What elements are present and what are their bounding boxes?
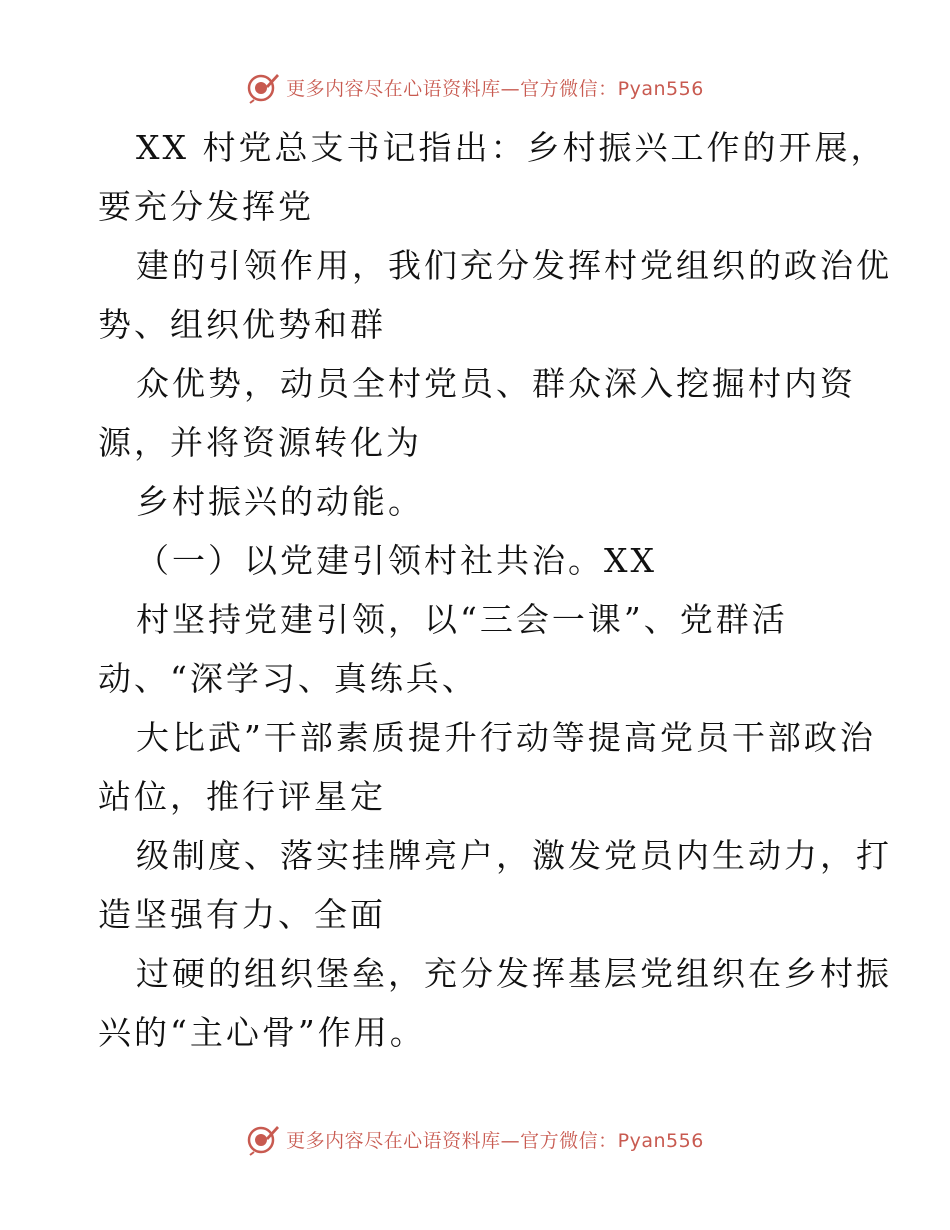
text-line: 级制度、落实挂牌亮户，激发党员内生动力，打 — [136, 836, 892, 875]
quill-seal-icon — [246, 70, 280, 104]
text-line: 建的引领作用，我们充分发挥村党组织的政治优 — [136, 246, 892, 285]
document-body — [98, 118, 892, 1062]
quill-seal-icon — [246, 1122, 280, 1156]
text-line: 源，并将资源转化为 — [98, 423, 422, 462]
text-line: 动、“深学习、真练兵、 — [98, 659, 478, 698]
header-watermark — [0, 70, 950, 104]
text-line: 乡村振兴的动能。 — [136, 482, 424, 521]
section-heading: （一）以党建引领村社共治。XX — [136, 541, 657, 580]
watermark-text: 更多内容尽在心语资料库—官方微信：Pyan556 — [286, 77, 704, 100]
text-line: 村坚持党建引领，以“三会一课”、党群活 — [136, 600, 788, 639]
text-line: 站位，推行评星定 — [98, 777, 386, 816]
text-line: 造坚强有力、全面 — [98, 895, 386, 934]
text-line: 过硬的组织堡垒，充分发挥基层党组织在乡村振 — [136, 954, 892, 993]
watermark-text: 更多内容尽在心语资料库—官方微信：Pyan556 — [286, 1129, 704, 1152]
text-line: 大比武”干部素质提升行动等提高党员干部政治 — [136, 718, 876, 757]
text-line: 要充分发挥党 — [98, 187, 314, 226]
text-line: 众优势，动员全村党员、群众深入挖掘村内资 — [136, 364, 856, 403]
text-line: 兴的“主心骨”作用。 — [98, 1013, 426, 1052]
footer-watermark — [0, 1122, 950, 1156]
text-line: 势、组织优势和群 — [98, 305, 386, 344]
text-line: XX 村党总支书记指出：乡村振兴工作的开展， — [136, 128, 887, 167]
